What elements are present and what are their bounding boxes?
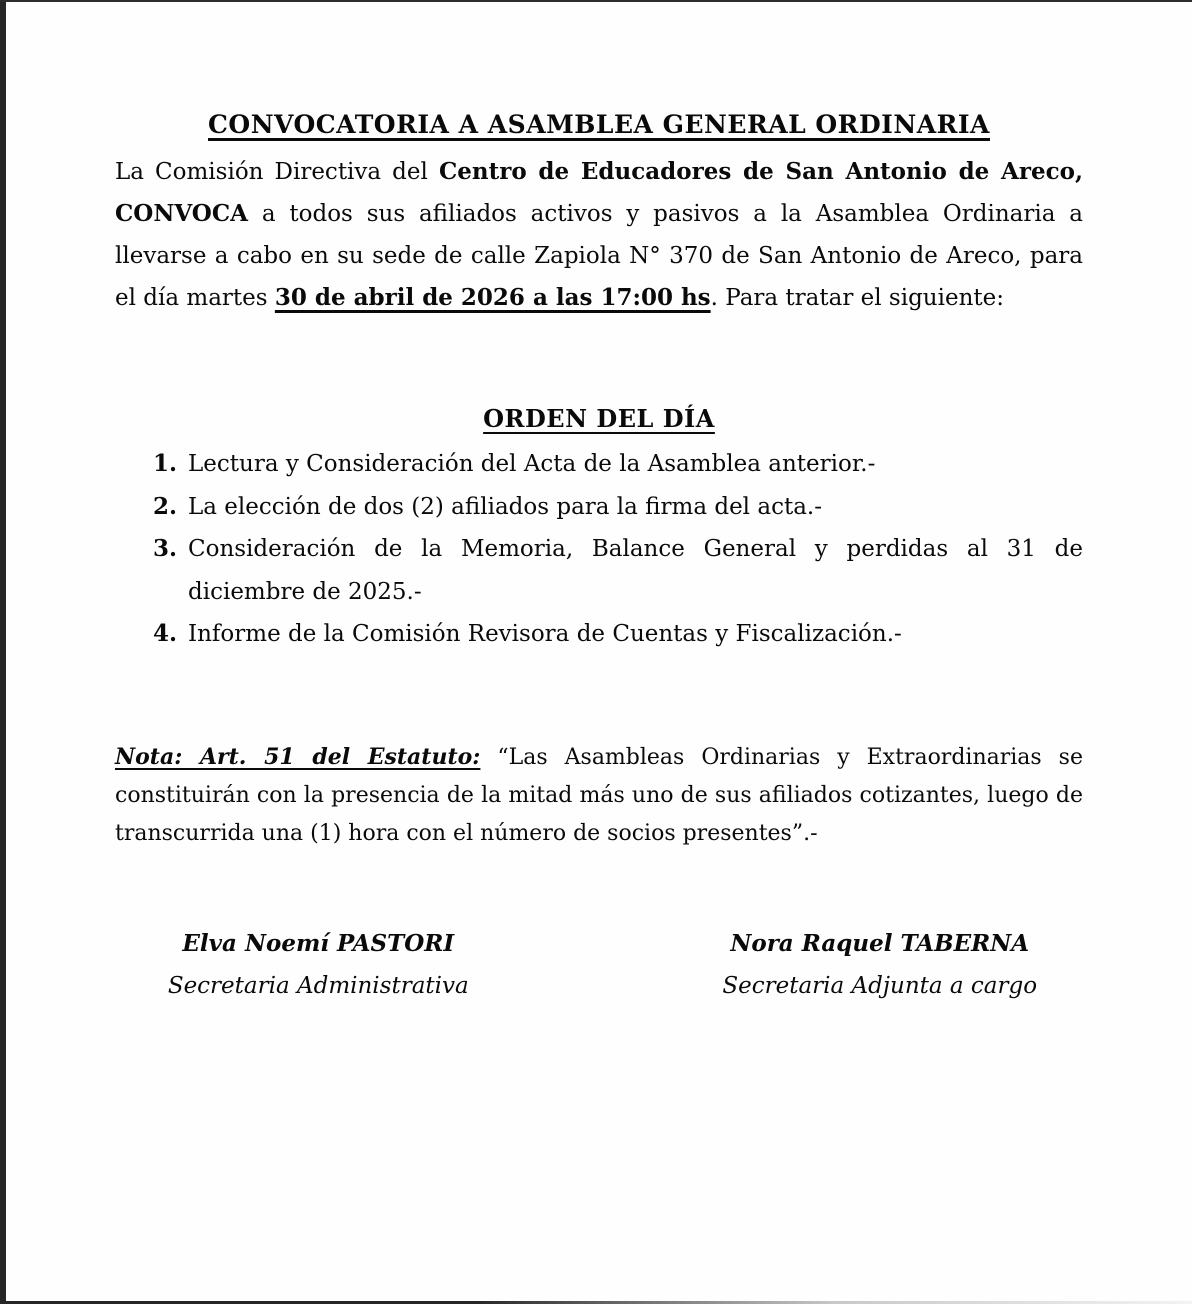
agenda-heading: ORDEN DEL DÍA (483, 404, 715, 433)
agenda-item-2-text: La elección de dos (2) afiliados para la firma del acta.- (188, 493, 822, 520)
intro-text-post: . Para tratar el siguiente: (710, 285, 1005, 311)
signature-right-name: Nora Raquel TABERNA (730, 930, 1030, 957)
agenda-item-2 (153, 486, 1083, 529)
document-title: CONVOCATORIA A ASAMBLEA GENERAL ORDINARIA (208, 110, 990, 139)
note-label: Nota: Art. 51 del Estatuto: (115, 744, 481, 770)
agenda-item-3-number: 3. (153, 535, 178, 562)
signature-left-role: Secretaria Administrativa (167, 973, 469, 999)
agenda-item-1 (153, 443, 1083, 486)
intro-paragraph (115, 151, 1083, 319)
agenda-item-4-number: 4. (153, 620, 178, 647)
agenda-item-1-number: 1. (153, 450, 178, 477)
agenda-item-4 (153, 613, 1083, 656)
scan-edge-left (0, 0, 6, 1304)
agenda-item-2-number: 2. (153, 492, 178, 520)
intro-text-mid: a todos sus afiliados activos y pasivos a la Asamblea Ordinaria a llevarse a cabo en su sede de calle Zapiola N° 370 de San Antonio de Areco, para el día martes (115, 201, 1083, 311)
signature-right (676, 923, 1083, 1007)
intro-organization-name: Centro de Educadores de San Antonio de Areco, (438, 158, 1083, 185)
intro-text-pre: La Comisión Directiva del (115, 159, 439, 185)
signature-right-role: Secretaria Adjunta a cargo (722, 973, 1038, 999)
note-text: “Las Asambleas Ordinarias y Extraordinarias se constituirán con la presencia de la mitad más uno de sus afiliados cotizantes, luego de transcurrida una (1) hora con el número de socios presentes”.- (115, 745, 1083, 846)
agenda-item-4-text: Informe de la Comisión Revisora de Cuentas y Fiscalización.- (188, 621, 902, 647)
scan-edge-top (0, 0, 1192, 2)
agenda-list (153, 443, 1083, 656)
intro-convoca-word: CONVOCA (115, 200, 248, 227)
signature-left (115, 923, 522, 1007)
agenda-item-1-text: Lectura y Consideración del Acta de la Asamblea anterior.- (188, 451, 876, 477)
agenda-item-3-text: Consideración de la Memoria, Balance General y perdidas al 31 de diciembre de 2025.- (188, 536, 1083, 605)
agenda-item-3 (153, 528, 1083, 613)
signature-block (115, 923, 1083, 1007)
intro-meeting-datetime: 30 de abril de 2026 a las 17:00 hs (274, 284, 711, 311)
note-paragraph (115, 738, 1083, 853)
signature-left-name: Elva Noemí PASTORI (182, 930, 455, 957)
